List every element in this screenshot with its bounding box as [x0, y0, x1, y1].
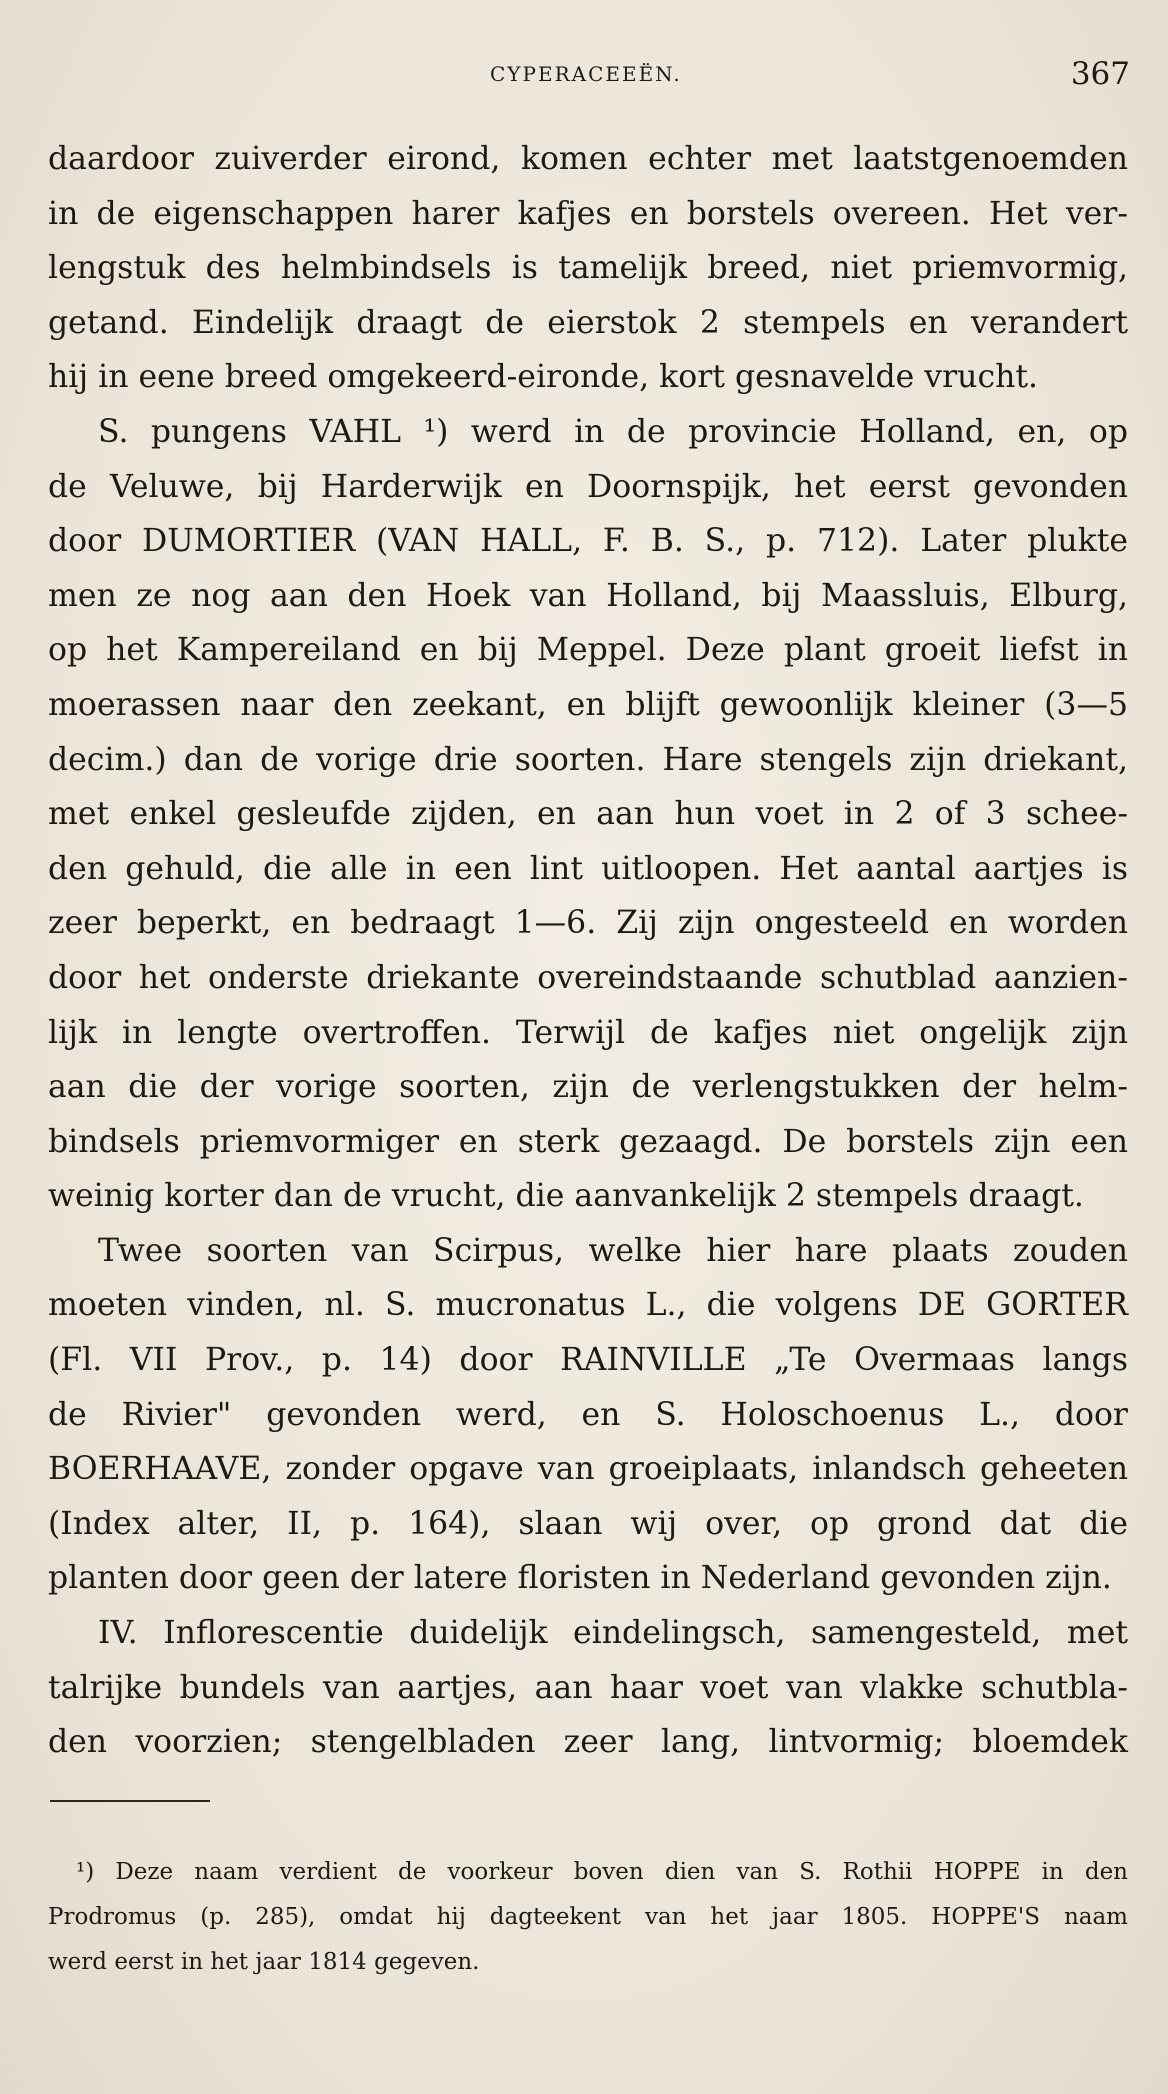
- text-line: decim.) dan de vorige drie soorten. Hare stengels zijn driekant,: [48, 741, 1128, 778]
- footnotes: [48, 1850, 1128, 1985]
- text-line: de Rivier" gevonden werd, en S. Holoschoenus L., door: [48, 1396, 1128, 1433]
- text-line: door het onderste driekante overeindstaande schutblad aanzien-: [48, 959, 1128, 996]
- text-line: moeten vinden, nl. S. mucronatus L., die volgens DE GORTER: [48, 1287, 1128, 1324]
- footnote-line: ¹) Deze naam verdient de voorkeur boven dien van S. Rothii HOPPE in den: [76, 1859, 1128, 1885]
- text-line: planten door geen der latere floristen in Nederland gevonden zijn.: [48, 1560, 1112, 1597]
- text-line: bindsels priemvormiger en sterk gezaagd. De borstels zijn een: [48, 1123, 1128, 1160]
- text-line: de Veluwe, bij Harderwijk en Doornspijk, het eerst gevonden: [48, 468, 1128, 505]
- text-line: lijk in lengte overtroffen. Terwijl de kafjes niet ongelijk zijn: [48, 1014, 1128, 1051]
- text-line: zeer beperkt, en bedraagt 1—6. Zij zijn ongesteeld en worden: [48, 905, 1128, 942]
- text-line: daardoor zuiverder eirond, komen echter met laatstgenoemden: [48, 141, 1128, 177]
- text-line: men ze nog aan den Hoek van Holland, bij Maassluis, Elburg,: [48, 577, 1128, 614]
- text-line: hij in eene breed omgekeerd-eironde, kort gesnavelde vrucht.: [48, 359, 1039, 396]
- text-line: weinig korter dan de vrucht, die aanvankelijk 2 stempels draagt.: [48, 1178, 1084, 1215]
- footnote-divider: [50, 1800, 210, 1802]
- footnote-line: Prodromus (p. 285), omdat hij dagteekent van het jaar 1805. HOPPE'S naam: [48, 1904, 1128, 1930]
- text-line: (Index alter, II, p. 164), slaan wij over, op grond dat die: [48, 1505, 1128, 1542]
- page-header: [50, 56, 1130, 96]
- page-number: 367: [1070, 56, 1130, 92]
- text-line: S. pungens VAHL ¹) werd in de provincie Holland, en, op: [98, 413, 1128, 450]
- text-line: (Fl. VII Prov., p. 14) door RAINVILLE „Te Overmaas langs: [48, 1342, 1128, 1379]
- text-line: in de eigenschappen harer kafjes en borstels overeen. Het ver-: [48, 195, 1128, 232]
- text-line: den voorzien; stengelbladen zeer lang, lintvormig; bloemdek: [48, 1724, 1128, 1761]
- text-line: met enkel gesleufde zijden, en aan hun voet in 2 of 3 schee-: [48, 796, 1128, 833]
- text-line: lengstuk des helmbindsels is tamelijk breed, niet priemvormig,: [48, 250, 1128, 287]
- text-line: Twee soorten van Scirpus, welke hier hare plaats zouden: [98, 1232, 1128, 1269]
- text-line: BOERHAAVE, zonder opgave van groeiplaats, inlandsch geheeten: [48, 1451, 1128, 1488]
- text-line: moerassen naar den zeekant, en blijft gewoonlijk kleiner (3—5: [48, 686, 1128, 723]
- text-line: aan die der vorige soorten, zijn de verlengstukken der helm-: [48, 1069, 1128, 1106]
- running-head: CYPERACEEËN.: [490, 62, 682, 86]
- text-line: getand. Eindelijk draagt de eierstok 2 stempels en verandert: [48, 304, 1128, 341]
- text-line: den gehuld, die alle in een lint uitloopen. Het aantal aartjes is: [48, 850, 1128, 887]
- text-line: op het Kampereiland en bij Meppel. Deze plant groeit liefst in: [48, 632, 1128, 669]
- footnote-line: werd eerst in het jaar 1814 gegeven.: [48, 1949, 480, 1975]
- text-line: IV. Inflorescentie duidelijk eindelingsch, samengesteld, met: [98, 1615, 1128, 1652]
- text-line: talrijke bundels van aartjes, aan haar voet van vlakke schutbla-: [48, 1669, 1128, 1706]
- text-line: door DUMORTIER (VAN HALL, F. B. S., p. 712). Later plukte: [48, 523, 1128, 560]
- body-text: [48, 132, 1128, 1770]
